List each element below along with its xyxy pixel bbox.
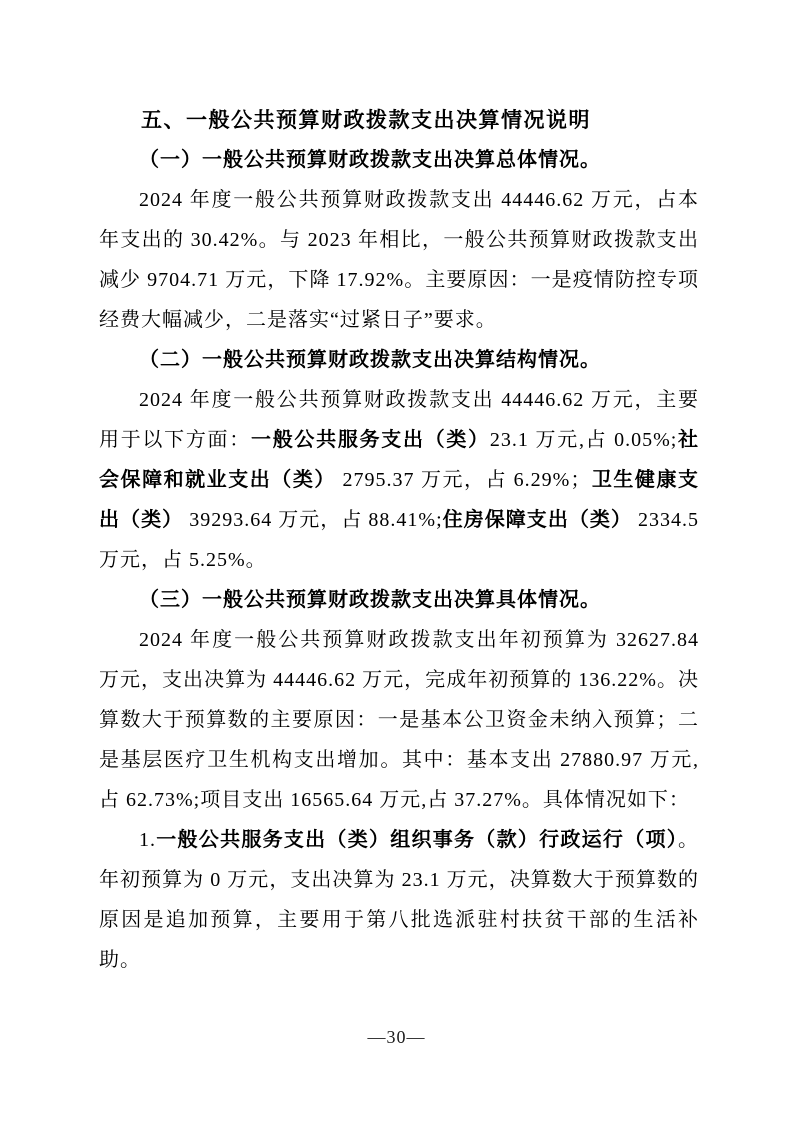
section-heading xyxy=(99,340,699,380)
section-heading xyxy=(99,580,699,620)
bold-text-run: （二）一般公共预算财政拨款支出决算结构情况。 xyxy=(139,349,601,371)
paragraph xyxy=(99,820,699,980)
bold-text-run: 卫生健康支出（类） xyxy=(99,469,700,531)
text-run: 2334.5 万元，占 5.25%。 xyxy=(99,509,700,571)
text-run: 。年初预算为 0 万元，支出决算为 23.1 万元，决算数大于预算数的原因是追加预算，主要用于第八批选派驻村扶贫干部的生活补助。 xyxy=(99,829,699,971)
text-run: 23.1 万元,占 0.05%; xyxy=(489,429,678,451)
text-run: 39293.64 万元，占 88.41%; xyxy=(183,509,443,531)
paragraph xyxy=(99,180,699,340)
text-run: 2024 年度一般公共预算财政拨款支出年初预算为 32627.84 万元，支出决算为 44446.62 万元，完成年初预算的 136.22%。决算数大于预算数的主要原因：一是基本公卫资金未纳入预算；二是基层医疗卫生机构支出增加。其中：基本支出 27880.97 万元,占 62.73%;项目支出 16565.64 万元,占 37.27%。具体情况如下： xyxy=(99,629,699,811)
text-run: 1. xyxy=(139,829,156,851)
bold-text-run: 住房保障支出（类） xyxy=(442,509,632,531)
section-heading xyxy=(99,140,699,180)
paragraph-container xyxy=(99,140,699,980)
bold-text-run: 一般公共服务支出（类） xyxy=(250,429,490,451)
bold-text-run: 社会保障和就业支出（类） xyxy=(99,429,700,491)
bold-text-run: 一般公共服务支出（类）组织事务（款）行政运行（项） xyxy=(156,829,678,851)
bold-text-run: （一）一般公共预算财政拨款支出决算总体情况。 xyxy=(139,149,601,171)
text-run: 2024 年度一般公共预算财政拨款支出 44446.62 万元，主要用于以下方面： xyxy=(99,389,699,451)
text-run: 2024 年度一般公共预算财政拨款支出 44446.62 万元，占本年支出的 30.42%。与 2023 年相比，一般公共预算财政拨款支出减少 9704.71 万元，下降 17.92%。主要原因：一是疫情防控专项经费大幅减少，二是落实“过紧日子”要求。 xyxy=(99,189,699,331)
document-body xyxy=(99,100,699,980)
paragraph xyxy=(99,620,699,820)
paragraph xyxy=(99,380,699,580)
document-title: 五、一般公共预算财政拨款支出决算情况说明 xyxy=(141,108,591,132)
page-number: —30— xyxy=(367,1027,426,1047)
bold-text-run: （三）一般公共预算财政拨款支出决算具体情况。 xyxy=(139,589,601,611)
text-run: 2795.37 万元，占 6.29%； xyxy=(335,469,592,491)
